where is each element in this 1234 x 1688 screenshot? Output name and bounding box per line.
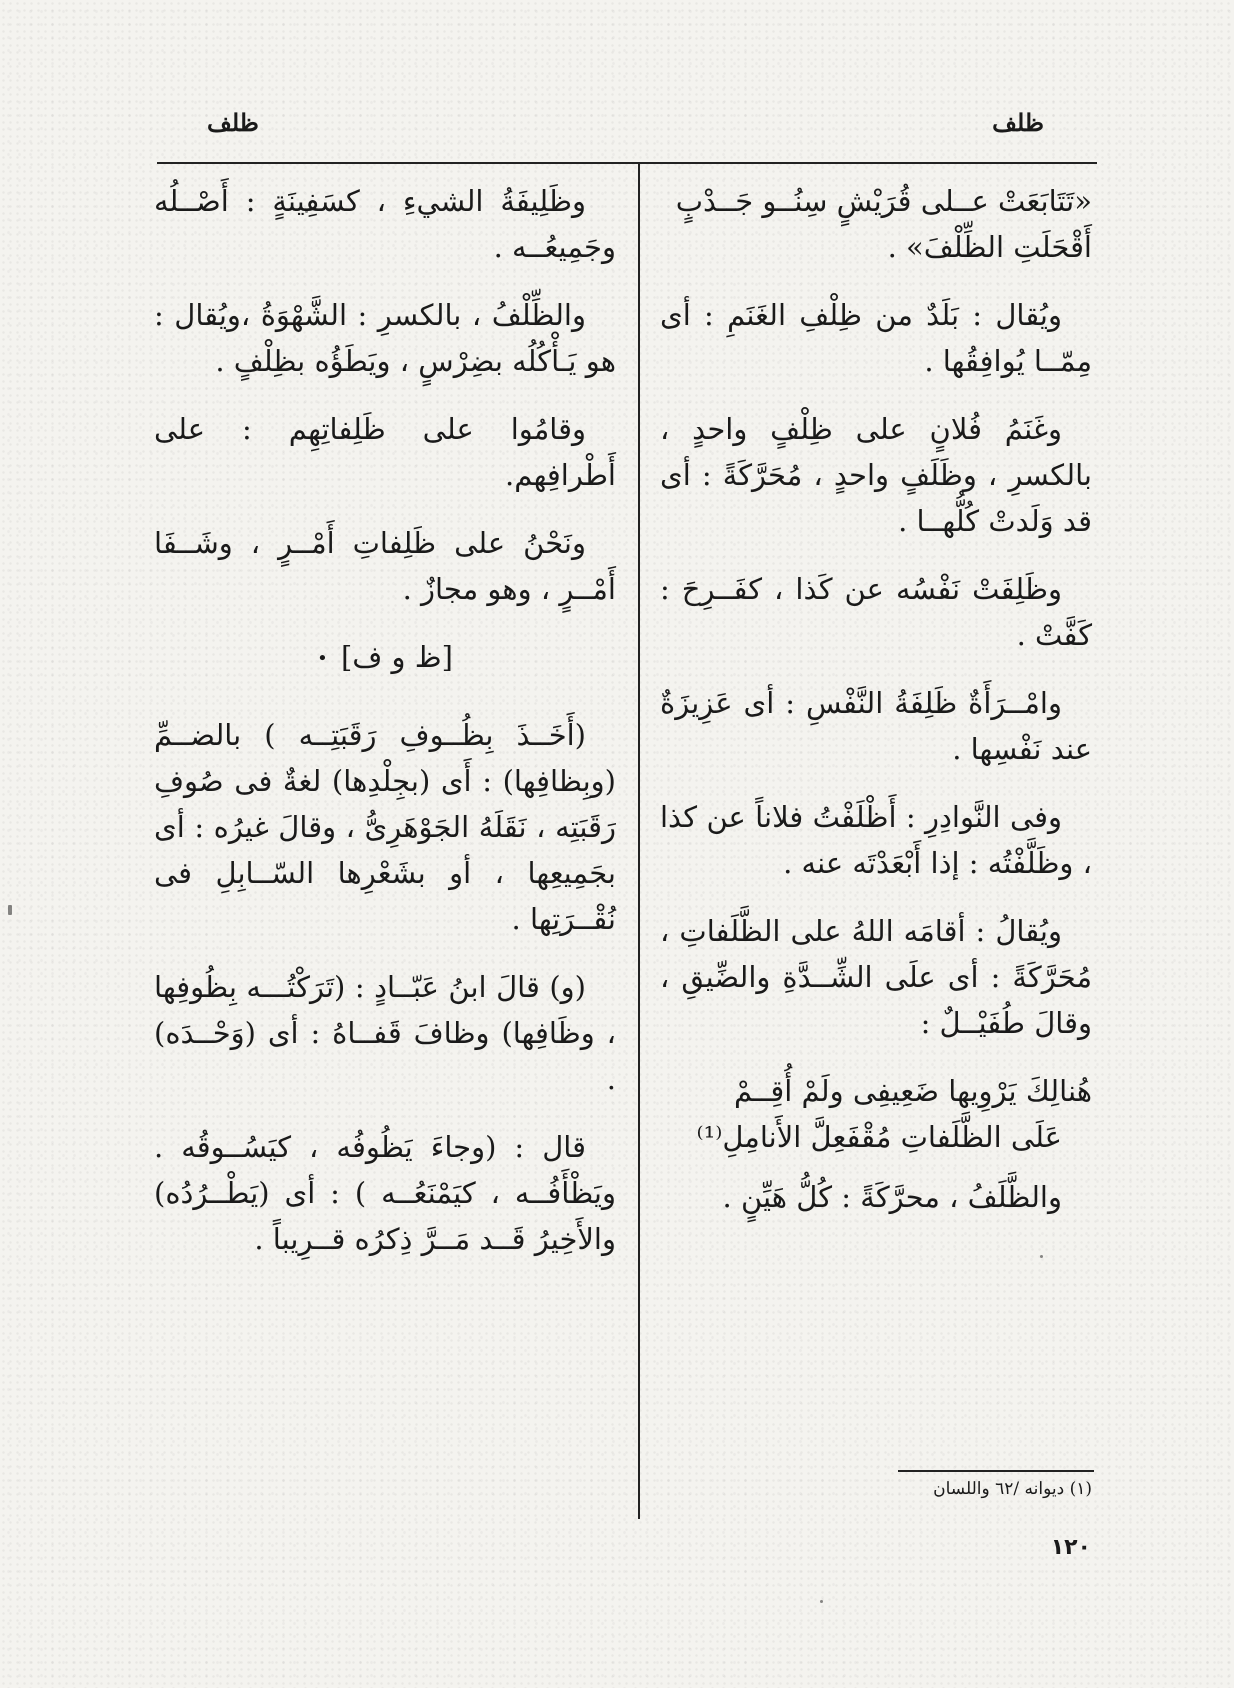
root-heading bbox=[154, 634, 616, 682]
running-head-right: ظلف bbox=[992, 108, 1044, 137]
column-divider bbox=[638, 164, 640, 1519]
quote-line-2: أَقْحَلَتِ الظِّلْفَ» . bbox=[887, 230, 1092, 264]
entry-paragraph: وامْــرَأَةٌ ظَلِفَةُ النَّفْسِ : أى عَزِيزَةٌ عند نَفْسِها . bbox=[660, 686, 1092, 766]
entry-paragraph: وظَلِيفَةُ الشيءِ ، كسَفِينَةٍ : أَصْــلُه وجَمِيعُــه . bbox=[154, 184, 616, 264]
footnote-rule bbox=[898, 1470, 1094, 1472]
scan-speck bbox=[820, 1600, 823, 1603]
scan-speck bbox=[305, 210, 308, 213]
root-heading-text: [ظ و ف] bbox=[340, 640, 453, 674]
entry-paragraph: (أَخَــذَ بِظُــوفِ رَقَبَتِــه ) بالضــمِّ (وبِظافِها) : أَى (بجِلْدِها) لغةٌ فى صُوفِ رَقَبَتِه ، نَقَلَهُ الجَوْهَرِىُّ ، وقالَ غيرُه : أى بجَمِيعِها ، أو بشَعْرِها السّــابِلِ فى نُقْــرَتِها . bbox=[154, 718, 616, 936]
running-head-left: ظلف bbox=[207, 108, 259, 137]
header-rule bbox=[157, 162, 1097, 164]
verse-line-2: عَلَى الظَّلَفاتِ مُقْفَعِلَّ الأَنامِلِ⁽¹⁾ bbox=[696, 1120, 1062, 1154]
right-column bbox=[660, 178, 1092, 1242]
scan-speck bbox=[1040, 1255, 1043, 1258]
entry-paragraph: (و) قالَ ابنُ عَبّــادٍ : (تَرَكْتُـــه بِظُوفِها ، وظَافِها) وظافَ قَفــاهُ : أى (وَحْــدَه) . bbox=[154, 970, 616, 1096]
entry-paragraph: وغَنَمُ فُلانٍ على ظِلْفٍ واحدٍ ، بالكسرِ ، وظَلَفٍ واحدٍ ، مُحَرَّكَةً : أى قد وَلَدتْ كُلُّهــا . bbox=[660, 412, 1092, 538]
entry-paragraph: وفى النَّوادِرِ : أَظْلَفْتُ فلاناً عن كذا ، وظَلَّفْتُه : إذا أَبْعَدْتَه عنه . bbox=[660, 800, 1092, 880]
footnote: (١) ديوانه /٦٢ واللسان bbox=[933, 1479, 1092, 1499]
entry-paragraph: قال : (وجاءَ يَظُوفُه ، كيَسُــوقُه . ويَظْأَفُــه ، كيَمْنَعُــه ) : أى (يَطْــرُدُه) والأَخِيرُ قَــد مَــرَّ ذِكرُه قــرِيباً . bbox=[154, 1130, 616, 1256]
entry-paragraph: والظَّلَفُ ، محرَّكَةً : كُلُّ هَيِّنٍ . bbox=[722, 1180, 1062, 1214]
entry-paragraph: ويُقالُ : أقامَه اللهُ على الظَّلَفاتِ ، مُحَرَّكَةً : أى علَى الشِّــدَّةِ والضِّيقِ ، وقالَ طُفَيْــلٌ : bbox=[660, 914, 1092, 1040]
star-marker-icon: • bbox=[317, 648, 328, 669]
left-column bbox=[154, 178, 616, 1284]
scan-mark bbox=[8, 905, 12, 915]
page-number: ١٢٠ bbox=[1050, 1535, 1091, 1560]
verse-line-1: هُنالِكَ يَرْوِيها ضَعِيفِى ولَمْ أُقِــمْ bbox=[734, 1074, 1092, 1108]
entry-paragraph: والظِّلْفُ ، بالكسرِ : الشَّهْوَةُ ،ويُقال : هو يَـأْكُلُه بضِرْسٍ ، ويَطَؤُه بظِلْفٍ . bbox=[154, 298, 616, 378]
entry-paragraph: ونَحْنُ على ظَلِفاتِ أَمْــرٍ ، وشَــفَا أَمْــرٍ ، وهو مجازٌ . bbox=[154, 526, 616, 606]
entry-paragraph: وقامُوا على ظَلِفاتِهِم : على أَطْرافِهم. bbox=[154, 412, 616, 492]
entry-paragraph: ويُقال : بَلَدٌ من ظِلْفِ الغَنَمِ : أى مِمّــا يُوافِقُها . bbox=[660, 298, 1092, 378]
quote-line-1: «تَتَابَعَتْ عــلى قُرَيْشٍ سِنُــو جَــدْبٍ bbox=[675, 184, 1092, 218]
entry-paragraph: وظَلِفَتْ نَفْسُه عن كَذا ، كفَــرِحَ : كَفَّتْ . bbox=[660, 572, 1092, 652]
